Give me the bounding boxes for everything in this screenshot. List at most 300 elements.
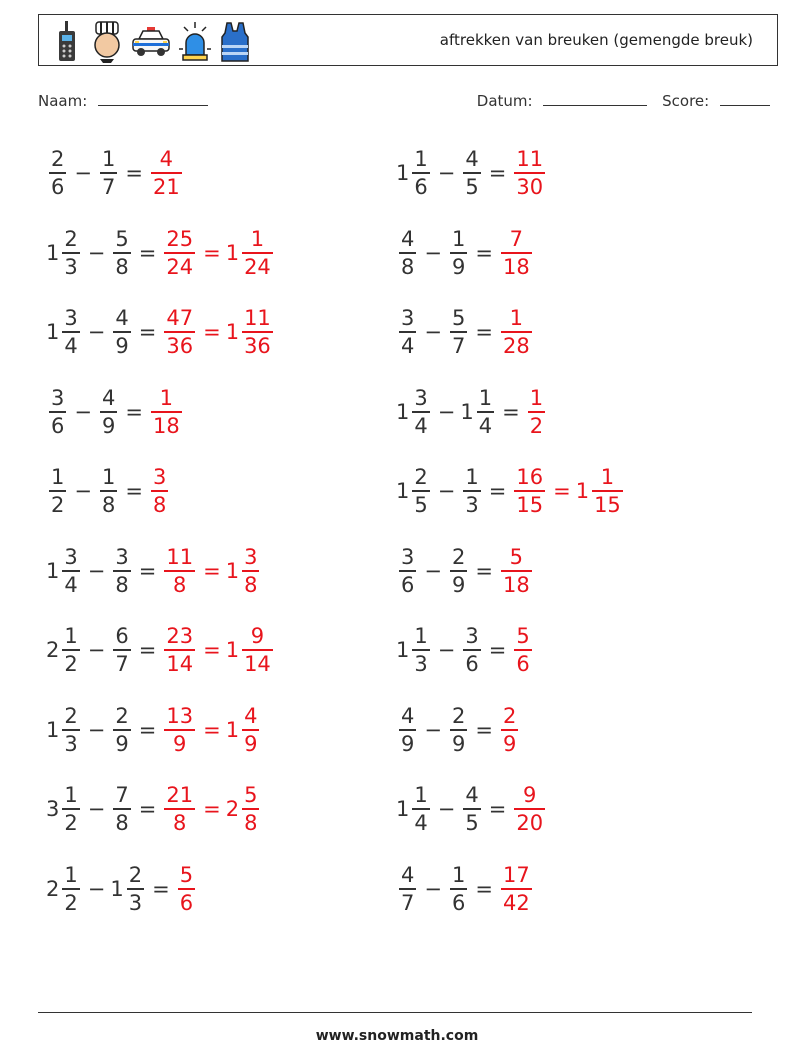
- answer-fraction-bar: [501, 888, 532, 890]
- minuend-denominator: 4: [414, 413, 428, 438]
- minuend-fraction-bar: [399, 570, 416, 572]
- minuend-numerator: 2: [414, 465, 428, 489]
- subtrahend-fraction-bar: [113, 331, 130, 333]
- subtrahend-denominator: 8: [115, 811, 129, 835]
- minuend-denominator: 6: [401, 572, 415, 597]
- equals-sign: =: [502, 399, 520, 424]
- minus-sign: −: [424, 240, 442, 265]
- answer: [511, 466, 625, 516]
- minuend-denominator: 4: [64, 334, 78, 358]
- subtrahend-numerator: 2: [451, 703, 466, 728]
- subtrahend-fraction: [463, 784, 480, 834]
- answer-simplified-mixed-number: [226, 228, 276, 278]
- subtrahend-fraction: [113, 625, 130, 675]
- answer-fraction: [514, 466, 545, 516]
- minus-sign: −: [424, 320, 442, 344]
- subtrahend-denominator: 3: [465, 493, 479, 517]
- problem-item: [46, 379, 185, 445]
- minuend-numerator: 2: [64, 226, 78, 251]
- minuend-fraction-bar: [412, 172, 429, 174]
- answer-fraction: [514, 784, 545, 834]
- minuend-fraction: [399, 307, 416, 357]
- problem-item: [396, 856, 535, 922]
- subtrahend-denominator: 5: [465, 811, 479, 835]
- problem-item: [396, 458, 626, 524]
- subtrahend-mixed-number: [97, 148, 120, 198]
- minuend-mixed-number: [396, 387, 433, 437]
- answer-simplified-numerator: 9: [250, 624, 265, 648]
- problem-item: [396, 776, 548, 842]
- minuend-mixed-number: [46, 705, 83, 755]
- minuend-fraction-bar: [412, 808, 429, 810]
- subtrahend-fraction: [450, 864, 467, 914]
- answer-simplified-fraction: [242, 625, 273, 675]
- answer-denominator: 15: [516, 493, 544, 517]
- minuend-denominator: 7: [401, 890, 415, 915]
- equals-sign: =: [488, 638, 507, 662]
- minus-sign: −: [437, 399, 456, 424]
- prisoner-icon: [91, 19, 123, 63]
- minuend-denominator: 2: [64, 811, 78, 835]
- subtrahend-whole: 1: [110, 876, 124, 901]
- answer-numerator: 7: [509, 226, 524, 251]
- answer-simplified-mixed-number: [226, 625, 276, 675]
- answer: [498, 864, 535, 914]
- subtrahend-fraction: [450, 546, 467, 596]
- subtrahend-denominator: 9: [115, 731, 129, 756]
- subtrahend-fraction: [100, 387, 117, 437]
- answer-fraction: [151, 466, 168, 516]
- subtrahend-fraction: [113, 784, 130, 834]
- problem-item: [396, 697, 521, 763]
- answer-fraction-bar: [151, 172, 182, 174]
- subtrahend-mixed-number: [97, 466, 120, 516]
- minus-sign: −: [437, 161, 456, 185]
- minus-sign: −: [87, 320, 106, 344]
- subtrahend-fraction-bar: [113, 808, 130, 810]
- minus-sign: −: [74, 399, 92, 424]
- answer-fraction-bar: [164, 331, 195, 333]
- answer-mixed-number: [511, 784, 548, 834]
- subtrahend-denominator: 9: [115, 334, 129, 358]
- answer: [161, 784, 262, 834]
- subtrahend-mixed-number: [97, 387, 120, 437]
- minuend-fraction: [62, 705, 79, 755]
- answer-fraction-bar: [501, 729, 518, 731]
- minuend-mixed-number: [46, 148, 69, 198]
- minuend-numerator: 4: [401, 226, 415, 251]
- minus-sign: −: [437, 479, 456, 503]
- answer-fraction: [164, 784, 195, 834]
- minuend-mixed-number: [46, 625, 83, 675]
- subtrahend-fraction-bar: [100, 411, 117, 413]
- minus-sign: −: [87, 717, 106, 742]
- answer-mixed-number: [498, 228, 535, 278]
- answer-denominator: 6: [516, 652, 530, 676]
- minuend-numerator: 1: [64, 783, 78, 807]
- subtrahend-fraction-bar: [450, 570, 467, 572]
- answer-simplified-whole: 2: [225, 797, 240, 821]
- police-vest-icon: [219, 19, 251, 63]
- answer-simplified-denominator: 24: [244, 254, 271, 279]
- subtrahend-mixed-number: [460, 784, 483, 834]
- subtrahend-mixed-number: [110, 864, 147, 914]
- problem-item: [396, 538, 535, 604]
- answer-numerator: 25: [166, 226, 194, 251]
- answer: [161, 546, 262, 596]
- answer-simplified-denominator: 8: [244, 572, 258, 597]
- answer-numerator: 5: [179, 862, 194, 887]
- minuend-numerator: 1: [51, 465, 65, 489]
- answer-fraction-bar: [514, 808, 545, 810]
- answer-denominator: 30: [516, 175, 544, 199]
- minuend-whole: 1: [396, 479, 410, 503]
- answer-simplified-numerator: 3: [244, 544, 258, 569]
- minuend-denominator: 5: [414, 493, 428, 517]
- answer-mixed-number: [161, 625, 198, 675]
- problem-item: [46, 538, 262, 604]
- minuend-numerator: 1: [414, 147, 428, 171]
- answer-fraction-bar: [151, 490, 168, 492]
- minuend-mixed-number: [46, 784, 83, 834]
- minuend-numerator: 3: [401, 306, 415, 330]
- subtrahend-numerator: 2: [128, 862, 143, 887]
- minuend-numerator: 3: [51, 385, 65, 410]
- minuend-whole: 1: [46, 320, 60, 344]
- minuend-fraction-bar: [412, 490, 429, 492]
- problem-item: [46, 856, 198, 922]
- police-car-icon: [131, 19, 171, 63]
- answer-simplified-numerator: 4: [244, 703, 258, 728]
- equals-sign: =: [138, 240, 157, 265]
- answer-fraction: [501, 307, 532, 357]
- answer-numerator: 1: [509, 306, 524, 330]
- minus-sign: −: [424, 558, 442, 583]
- minuend-mixed-number: [46, 307, 83, 357]
- subtrahend-denominator: 9: [101, 413, 116, 438]
- answer: [511, 625, 534, 675]
- subtrahend-fraction-bar: [450, 729, 467, 731]
- answer: [498, 228, 535, 278]
- answer-fraction: [501, 705, 518, 755]
- minuend-mixed-number: [396, 228, 419, 278]
- minus-sign: −: [74, 161, 92, 185]
- minuend-denominator: 6: [51, 175, 65, 199]
- answer-mixed-number: [148, 387, 185, 437]
- minus-sign: −: [87, 797, 106, 821]
- minuend-fraction-bar: [62, 570, 79, 572]
- minuend-fraction-bar: [412, 649, 429, 651]
- subtrahend-mixed-number: [460, 387, 497, 437]
- answer-numerator: 5: [509, 544, 524, 569]
- answer-numerator: 4: [159, 147, 174, 171]
- minuend-fraction-bar: [399, 729, 416, 731]
- answer: [148, 387, 185, 437]
- answer-denominator: 21: [152, 175, 180, 199]
- subtrahend-fraction: [127, 864, 144, 914]
- answer-mixed-number: [498, 705, 521, 755]
- minuend-mixed-number: [396, 705, 419, 755]
- subtrahend-fraction: [463, 148, 480, 198]
- minuend-fraction-bar: [49, 490, 66, 492]
- answer-mixed-number: [175, 864, 198, 914]
- answer-fraction-bar: [501, 570, 532, 572]
- minuend-whole: 1: [46, 240, 60, 265]
- minuend-whole: 3: [46, 797, 60, 821]
- answer-fraction-bar: [164, 252, 195, 254]
- answer-mixed-number: [161, 307, 198, 357]
- minuend-denominator: 6: [51, 413, 65, 438]
- minuend-mixed-number: [46, 228, 83, 278]
- subtrahend-denominator: 5: [465, 175, 479, 199]
- answer-numerator: 11: [516, 147, 544, 171]
- problem-item: [46, 140, 185, 206]
- name-blank[interactable]: [98, 92, 208, 106]
- worksheet-title: aftrekken van breuken (gemengde breuk): [439, 31, 753, 49]
- answer: [511, 784, 548, 834]
- problem-item: [46, 776, 262, 842]
- answer-simplified-fraction: [592, 466, 623, 516]
- minuend-denominator: 2: [51, 493, 65, 517]
- subtrahend-fraction-bar: [463, 808, 480, 810]
- minuend-mixed-number: [396, 307, 419, 357]
- equals-sign: =: [488, 479, 507, 503]
- minuend-fraction: [49, 466, 66, 516]
- minuend-fraction-bar: [412, 411, 429, 413]
- subtrahend-fraction-bar: [450, 888, 467, 890]
- answer: [498, 307, 535, 357]
- answer-fraction: [164, 228, 195, 278]
- minuend-whole: 1: [396, 638, 410, 662]
- minuend-whole: 2: [46, 638, 60, 662]
- minuend-numerator: 2: [64, 703, 78, 728]
- answer-numerator: 23: [166, 624, 194, 648]
- answer: [148, 466, 171, 516]
- answer: [161, 307, 275, 357]
- minuend-denominator: 2: [64, 890, 78, 915]
- answer-denominator: 6: [179, 890, 194, 915]
- answer-simplified-fraction-bar: [592, 490, 623, 492]
- subtrahend-denominator: 7: [451, 334, 466, 358]
- problem-item: [46, 299, 276, 365]
- subtrahend-numerator: 4: [101, 385, 116, 410]
- score-blank[interactable]: [720, 92, 770, 106]
- police-siren-icon: [179, 19, 211, 63]
- minuend-denominator: 6: [414, 175, 428, 199]
- answer-numerator: 1: [529, 385, 544, 410]
- subtrahend-fraction: [113, 307, 130, 357]
- minuend-whole: 1: [46, 717, 60, 742]
- subtrahend-fraction: [450, 705, 467, 755]
- answer-mixed-number: [511, 466, 548, 516]
- answer-mixed-number: [161, 705, 198, 755]
- problem-item: [46, 220, 276, 286]
- subtrahend-fraction: [450, 228, 467, 278]
- minus-sign: −: [87, 876, 106, 901]
- minuend-fraction-bar: [399, 331, 416, 333]
- subtrahend-denominator: 9: [451, 254, 466, 279]
- minuend-fraction: [412, 784, 429, 834]
- subtrahend-mixed-number: [460, 625, 483, 675]
- minuend-denominator: 4: [64, 572, 78, 597]
- equals-sign: =: [125, 399, 143, 424]
- minuend-fraction-bar: [62, 649, 79, 651]
- subtrahend-numerator: 1: [465, 465, 479, 489]
- minus-sign: −: [74, 479, 92, 503]
- equals-sign: =: [138, 320, 157, 344]
- equals-sign: =: [138, 638, 157, 662]
- subtrahend-mixed-number: [447, 307, 470, 357]
- answer-mixed-number: [148, 466, 171, 516]
- minuend-numerator: 3: [64, 306, 78, 330]
- answer-fraction-bar: [501, 252, 532, 254]
- answer-fraction-bar: [178, 888, 195, 890]
- subtrahend-numerator: 4: [465, 147, 479, 171]
- answer-fraction-bar: [164, 570, 195, 572]
- answer: [175, 864, 198, 914]
- minuend-mixed-number: [46, 387, 69, 437]
- minuend-fraction: [399, 864, 416, 914]
- answer-denominator: 18: [502, 572, 530, 597]
- answer-mixed-number: [161, 546, 198, 596]
- answer-denominator: 18: [502, 254, 530, 279]
- answer-equals-sign: =: [203, 240, 221, 265]
- subtrahend-fraction-bar: [100, 172, 117, 174]
- minus-sign: −: [87, 558, 106, 583]
- answer-fraction: [501, 228, 532, 278]
- minuend-fraction-bar: [62, 729, 79, 731]
- equals-sign: =: [475, 558, 493, 583]
- answer-simplified-mixed-number: [226, 784, 263, 834]
- minuend-mixed-number: [396, 625, 433, 675]
- subtrahend-fraction: [113, 546, 130, 596]
- subtrahend-numerator: 5: [115, 226, 129, 251]
- equals-sign: =: [138, 558, 157, 583]
- equals-sign: =: [138, 717, 157, 742]
- answer-numerator: 47: [166, 306, 194, 330]
- minus-sign: −: [424, 717, 442, 742]
- subtrahend-fraction-bar: [477, 411, 494, 413]
- answer-fraction: [151, 148, 182, 198]
- date-blank[interactable]: [543, 92, 647, 106]
- subtrahend-denominator: 9: [451, 572, 466, 597]
- subtrahend-denominator: 6: [451, 890, 466, 915]
- answer-numerator: 21: [166, 783, 194, 807]
- problem-item: [396, 379, 548, 445]
- minus-sign: −: [424, 876, 442, 901]
- subtrahend-fraction-bar: [127, 888, 144, 890]
- minuend-fraction: [62, 784, 79, 834]
- equals-sign: =: [475, 320, 493, 344]
- answer-simplified-denominator: 9: [244, 731, 258, 756]
- answer-numerator: 1: [159, 385, 174, 410]
- minuend-denominator: 3: [414, 652, 428, 676]
- answer-fraction-bar: [514, 649, 531, 651]
- subtrahend-denominator: 9: [451, 731, 466, 756]
- answer-simplified-fraction: [242, 784, 259, 834]
- subtrahend-fraction-bar: [113, 252, 130, 254]
- minuend-denominator: 4: [401, 334, 415, 358]
- minuend-fraction: [399, 705, 416, 755]
- answer-mixed-number: [525, 387, 548, 437]
- answer: [498, 546, 535, 596]
- subtrahend-numerator: 4: [115, 306, 129, 330]
- answer-simplified-numerator: 5: [244, 783, 258, 807]
- footer-url: www.snowmath.com: [315, 1028, 479, 1044]
- minuend-mixed-number: [396, 148, 433, 198]
- date-score-fields: [477, 92, 770, 110]
- subtrahend-fraction: [477, 387, 494, 437]
- answer-denominator: 9: [173, 731, 187, 756]
- answer: [498, 705, 521, 755]
- name-label: Naam:: [38, 92, 88, 110]
- subtrahend-mixed-number: [110, 228, 133, 278]
- subtrahend-fraction-bar: [463, 649, 480, 651]
- answer-fraction: [501, 864, 532, 914]
- minuend-fraction-bar: [49, 411, 66, 413]
- answer-fraction: [501, 546, 532, 596]
- minuend-fraction: [412, 466, 429, 516]
- subtrahend-fraction-bar: [100, 490, 117, 492]
- equals-sign: =: [125, 161, 143, 185]
- subtrahend-denominator: 7: [115, 652, 129, 676]
- minuend-fraction: [62, 625, 79, 675]
- answer-fraction: [178, 864, 195, 914]
- subtrahend-numerator: 1: [478, 385, 493, 410]
- answer-simplified-whole: 1: [225, 320, 240, 344]
- equals-sign: =: [488, 161, 507, 185]
- subtrahend-mixed-number: [460, 148, 483, 198]
- answer-denominator: 8: [152, 493, 167, 517]
- problem-item: [396, 299, 535, 365]
- answer-fraction: [164, 625, 195, 675]
- answer-mixed-number: [498, 864, 535, 914]
- minuend-denominator: 8: [401, 254, 415, 279]
- problem-item: [46, 617, 276, 683]
- subtrahend-fraction-bar: [463, 490, 480, 492]
- minuend-fraction-bar: [62, 888, 79, 890]
- answer-simplified-fraction-bar: [242, 570, 259, 572]
- answer-simplified-fraction-bar: [242, 331, 273, 333]
- subtrahend-fraction: [463, 466, 480, 516]
- answer-simplified-fraction-bar: [242, 252, 273, 254]
- answer-denominator: 2: [529, 413, 544, 438]
- minuend-mixed-number: [46, 864, 83, 914]
- answer-simplified-whole: 1: [225, 638, 240, 662]
- answer-simplified-fraction-bar: [242, 649, 273, 651]
- equals-sign: =: [125, 479, 143, 503]
- answer-denominator: 8: [173, 811, 187, 835]
- answer: [511, 148, 548, 198]
- answer-fraction: [164, 546, 195, 596]
- subtrahend-numerator: 5: [451, 306, 466, 330]
- subtrahend-numerator: 2: [451, 544, 466, 569]
- subtrahend-denominator: 4: [478, 413, 493, 438]
- minuend-fraction: [62, 228, 79, 278]
- subtrahend-mixed-number: [110, 625, 133, 675]
- minuend-fraction-bar: [399, 888, 416, 890]
- minuend-whole: 1: [396, 399, 410, 424]
- minuend-numerator: 4: [401, 862, 415, 887]
- minuend-denominator: 2: [64, 652, 78, 676]
- subtrahend-denominator: 6: [465, 652, 479, 676]
- problem-item: [46, 458, 171, 524]
- answer-simplified-mixed-number: [226, 546, 263, 596]
- minuend-fraction: [62, 864, 79, 914]
- subtrahend-mixed-number: [447, 864, 470, 914]
- answer-fraction-bar: [501, 331, 532, 333]
- equals-sign: =: [475, 240, 493, 265]
